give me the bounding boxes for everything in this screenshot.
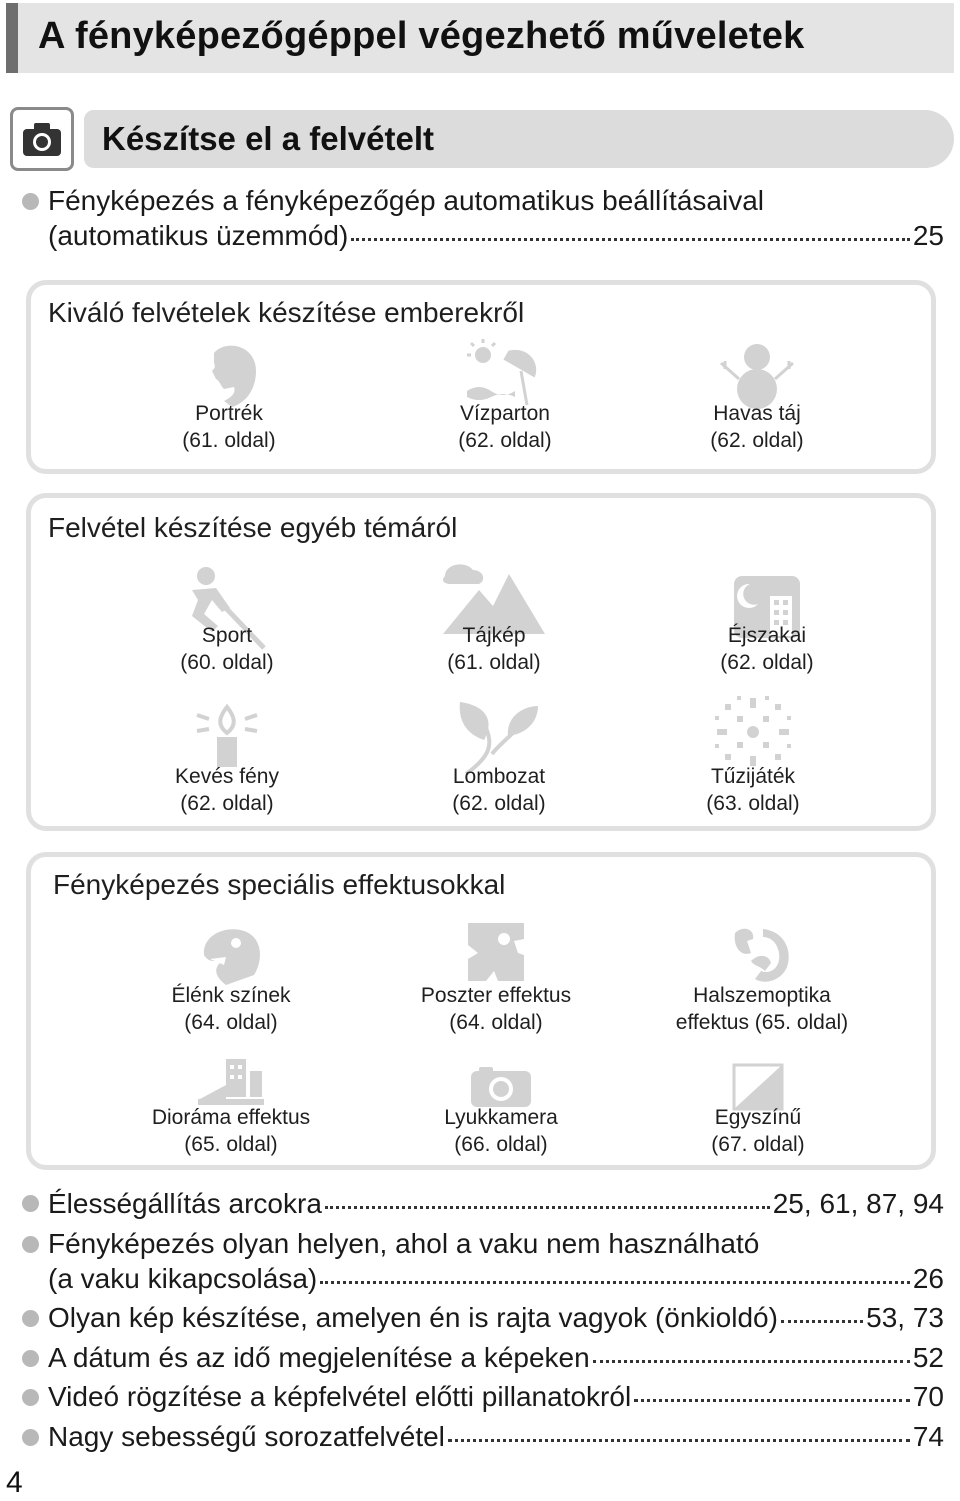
- fireworks-icon: [643, 694, 863, 770]
- page-number: 4: [6, 1466, 23, 1499]
- toc-row[interactable]: [48, 1300, 944, 1335]
- toc-page: 52: [912, 1342, 944, 1373]
- toc-page: 74: [912, 1421, 944, 1452]
- section-bar: [84, 110, 954, 168]
- toc-page: 53, 73: [866, 1302, 944, 1333]
- toc-page: 70: [912, 1381, 944, 1412]
- mode-page: (63. oldal): [706, 792, 800, 815]
- bullet-icon: [22, 193, 39, 210]
- mode-page: (60. oldal): [180, 651, 274, 674]
- mode-label: Éjszakai: [727, 624, 807, 647]
- intro-line1: Fényképezés a fényképezőgép automatikus beállításaival: [48, 185, 764, 216]
- mode-label: Egyszínű: [714, 1106, 802, 1129]
- group-title: Kiváló felvételek készítése emberekről: [48, 297, 525, 328]
- bullet-icon: [22, 1310, 39, 1327]
- mode-page: (62. oldal): [458, 429, 552, 452]
- mode-page: (66. oldal): [454, 1133, 548, 1156]
- low-light-icon: [117, 703, 337, 769]
- bullet-icon: [22, 1350, 39, 1367]
- page-header: [6, 3, 954, 73]
- toc-page: 26: [912, 1263, 944, 1294]
- mode-page: (62. oldal): [720, 651, 814, 674]
- mode-page: (62. oldal): [452, 792, 546, 815]
- toc-text: Nagy sebességű sorozatfelvétel: [48, 1421, 445, 1452]
- camera-icon: [10, 107, 74, 171]
- toc-row[interactable]: [48, 1261, 944, 1296]
- mode-page: (62. oldal): [710, 429, 804, 452]
- toc-text: A dátum és az idő megjelenítése a képeken: [48, 1342, 590, 1373]
- dot-leader: [781, 1320, 863, 1323]
- group-title: Fényképezés speciális effektusokkal: [53, 869, 506, 900]
- toc-text: Olyan kép készítése, amelyen én is rajta vagyok (önkioldó): [48, 1302, 778, 1333]
- vivid-color-icon: [121, 925, 341, 987]
- group-box-effects: [26, 852, 936, 1170]
- mode-label: Halszemoptika: [693, 984, 831, 1007]
- mode-page: (61. oldal): [447, 651, 541, 674]
- group-box-people: [26, 280, 936, 474]
- page-title: A fényképezőgéppel végezhető műveletek: [38, 15, 805, 57]
- beach-icon: [395, 339, 615, 409]
- bullet-icon: [22, 1389, 39, 1406]
- mode-label: Dioráma effektus: [151, 1106, 311, 1129]
- toc-text: (a vaku kikapcsolása): [48, 1263, 318, 1294]
- mode-label: Kevés fény: [175, 765, 279, 788]
- dot-leader: [351, 238, 910, 241]
- bullet-icon: [22, 1195, 39, 1212]
- dot-leader: [634, 1399, 910, 1402]
- mode-label: Tűzijáték: [710, 765, 796, 788]
- mode-label: Sport: [201, 624, 253, 647]
- toc-text: Élességállítás arcokra: [48, 1188, 322, 1219]
- toc-row[interactable]: [48, 1379, 944, 1414]
- fisheye-icon: [652, 923, 872, 985]
- toc-row[interactable]: [48, 1186, 944, 1221]
- mode-page: (64. oldal): [184, 1011, 278, 1034]
- toc-text-line1: Fényképezés olyan helyen, ahol a vaku nem használható: [48, 1228, 760, 1259]
- mode-label: Lombozat: [452, 765, 546, 788]
- mode-page: (61. oldal): [182, 429, 276, 452]
- poster-effect-icon: [386, 919, 606, 985]
- toc-page: 25, 61, 87, 94: [772, 1188, 944, 1219]
- group-title: Felvétel készítése egyéb témáról: [48, 512, 458, 543]
- mode-page: effektus (65. oldal): [675, 1011, 849, 1034]
- bullet-icon: [22, 1236, 39, 1253]
- dot-leader: [320, 1281, 910, 1284]
- section-title: Készítse el a felvételt: [102, 120, 434, 157]
- mode-label: Vízparton: [460, 402, 550, 425]
- mode-page: (62. oldal): [180, 792, 274, 815]
- miniature-icon: [121, 1055, 341, 1107]
- toc-row[interactable]: [48, 1340, 944, 1375]
- dot-leader: [593, 1360, 910, 1363]
- toc-row[interactable]: [48, 1419, 944, 1454]
- mode-page: (67. oldal): [711, 1133, 805, 1156]
- mode-label: Havas táj: [713, 402, 801, 425]
- group-box-other: [26, 493, 936, 831]
- mode-page: (64. oldal): [449, 1011, 543, 1034]
- mode-label: Lyukkamera: [444, 1106, 558, 1129]
- mode-label: Tájkép: [462, 624, 526, 647]
- toc-text: Videó rögzítése a képfelvétel előtti pillanatokról: [48, 1381, 632, 1412]
- intro-page: 25: [912, 220, 944, 251]
- dot-leader: [448, 1439, 910, 1442]
- mode-label: Portrék: [195, 402, 263, 425]
- dot-leader: [325, 1206, 770, 1209]
- bullet-icon: [22, 1429, 39, 1446]
- mode-label: Poszter effektus: [420, 984, 572, 1007]
- intro-toc-row[interactable]: [48, 218, 944, 253]
- mode-page: (65. oldal): [184, 1133, 278, 1156]
- mode-label: Élénk színek: [171, 984, 291, 1007]
- intro-line2: (automatikus üzemmód): [48, 220, 349, 251]
- monochrome-icon: [648, 1063, 868, 1111]
- toy-camera-icon: [391, 1065, 611, 1109]
